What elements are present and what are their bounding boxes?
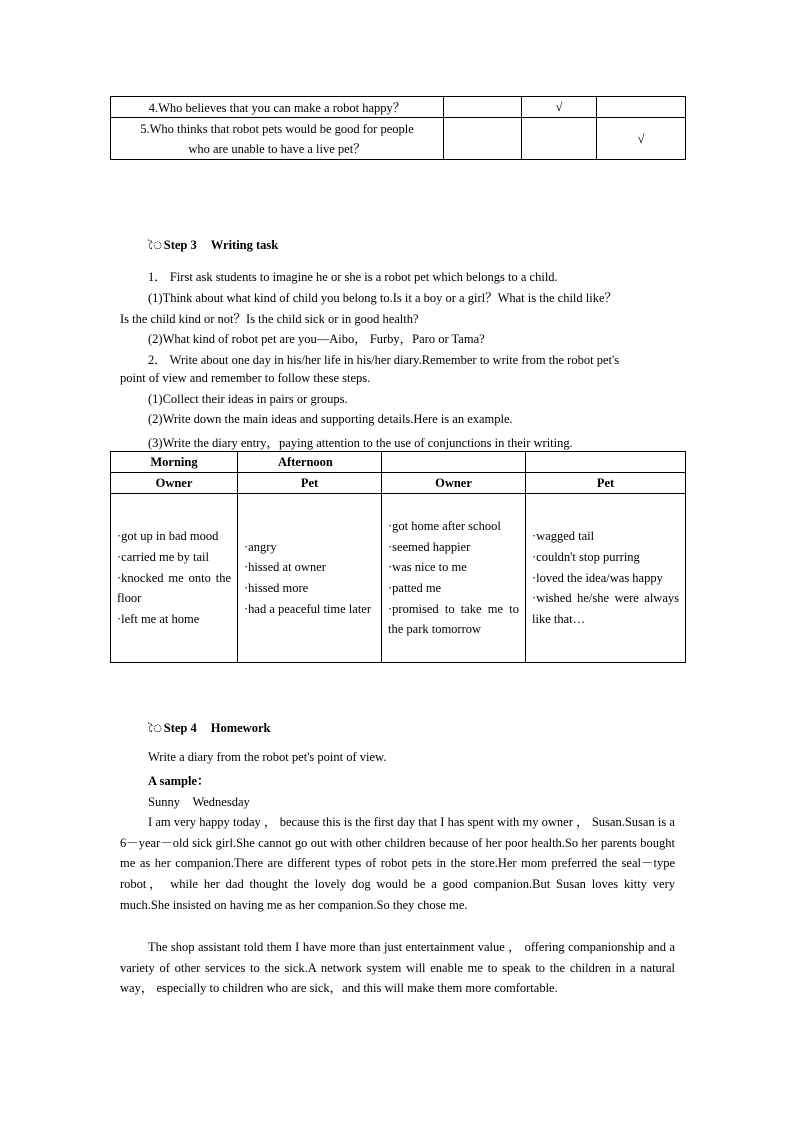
- survey-table: [110, 96, 686, 160]
- header-cell: Pet: [526, 473, 686, 494]
- diary-ideas-table: [110, 451, 686, 663]
- idea-cell: [238, 494, 382, 663]
- header-cell: Pet: [238, 473, 382, 494]
- step3-line: (2)What kind of robot pet are you—Aibo， Furby，Paro or Tama?: [148, 332, 485, 346]
- table-row: [111, 473, 686, 494]
- diary-paragraph: [120, 937, 675, 999]
- list-item: ·carried me by tail: [117, 549, 209, 564]
- list-item: ·left me at home: [117, 612, 200, 627]
- list-item: ·knocked me onto the floor: [117, 570, 231, 606]
- step3-line: (2)Write down the main ideas and supporting details.Here is an example.: [148, 412, 513, 426]
- step3-label: Step 3: [163, 238, 197, 252]
- paragraph-text: The shop assistant told them I have more than just entertainment value ， offering companionship and a variety of other services to the sick.A network system will enable me to speak to the children in a natural way， especially to children who are sick，and this will make them more comfortable.: [120, 940, 675, 996]
- header-cell: Owner: [111, 473, 238, 494]
- question-cell: 4.Who believes that you can make a robot happy？: [111, 97, 444, 118]
- sample-label: A sample：: [148, 774, 210, 788]
- step3-line: point of view and remember to follow these steps.: [120, 371, 371, 385]
- step4-label: Step 4: [163, 721, 197, 735]
- list-item: ·patted me: [388, 581, 442, 595]
- question-line: who are unable to have a live pet？: [188, 141, 366, 156]
- list-item: ·couldn't stop purring: [532, 549, 640, 564]
- list-item: ·angry: [244, 539, 277, 554]
- table-row: [111, 452, 686, 473]
- header-cell: Morning: [111, 452, 238, 473]
- question-cell: [111, 118, 444, 160]
- step3-title: Writing task: [210, 238, 279, 252]
- step3-line: (1)Think about what kind of child you belong to.Is it a boy or a girl？What is the child like？: [148, 291, 618, 305]
- step3-line: (1)Collect their ideas in pairs or groups.: [148, 392, 348, 406]
- idea-cell: [111, 494, 238, 663]
- list-item: ·hissed more: [244, 581, 309, 595]
- homework-instruction: Write a diary from the robot pet's point of view.: [148, 750, 387, 764]
- list-item: ·got up in bad mood: [117, 529, 219, 544]
- idea-cell: [526, 494, 686, 663]
- table-row: [111, 97, 686, 118]
- answer-cell: [444, 118, 522, 160]
- answer-cell: [444, 97, 522, 118]
- question-line: 5.Who thinks that robot pets would be good for people: [140, 121, 414, 136]
- header-cell: Owner: [382, 473, 526, 494]
- list-item: ·seemed happier: [388, 539, 471, 554]
- step4-title: Homework: [210, 721, 271, 735]
- step3-heading: [148, 237, 278, 256]
- header-cell: [526, 452, 686, 473]
- list-item: ·loved the idea/was happy: [532, 570, 663, 585]
- header-cell: Afternoon: [238, 452, 382, 473]
- table-row: [111, 494, 686, 663]
- answer-cell: √: [597, 118, 686, 160]
- list-item: ·was nice to me: [388, 560, 467, 575]
- list-item: ·promised to take me to the park tomorrow: [388, 601, 519, 637]
- header-cell: [382, 452, 526, 473]
- list-item: ·wagged tail: [532, 529, 595, 544]
- list-item: ·had a peaceful time later: [244, 601, 372, 616]
- list-item: ·wished he/she were always like that…: [532, 591, 679, 627]
- paragraph-text: I am very happy today ， because this is the first day that I has spent with my owner ， Susan.Susan is a 6－year－old sick girl.She cannot go out with other children because of her poor health.So her parents bought me as her companion.There are different types of robot pets in the store.Her mom preferred the seal－type robot， while her dad thought the lovely dog would be a good companion.But Susan loves kitty very much.She insisted on having me as her companion.So they chose me.: [120, 815, 675, 912]
- answer-cell: [597, 97, 686, 118]
- list-item: ·hissed at owner: [244, 560, 326, 575]
- table-row: [111, 118, 686, 160]
- list-item: ·got home after school: [388, 518, 501, 533]
- idea-cell: [382, 494, 526, 663]
- bullet-mark-icon: ৈ: [148, 723, 163, 735]
- step3-line: Is the child kind or not？Is the child sick or in good health?: [120, 312, 419, 326]
- step4-heading: [148, 720, 270, 739]
- diary-paragraph: [120, 812, 675, 916]
- answer-cell: [522, 118, 597, 160]
- step3-line: 2． Write about one day in his/her life in his/her diary.Remember to write from the robot pet's: [148, 353, 620, 367]
- answer-cell: √: [522, 97, 597, 118]
- step3-line: (3)Write the diary entry，paying attention to the use of conjunctions in their writing.: [148, 436, 573, 450]
- step3-line: 1． First ask students to imagine he or she is a robot pet which belongs to a child.: [148, 270, 558, 284]
- diary-date-line: Sunny Wednesday: [148, 795, 250, 809]
- bullet-mark-icon: ৈ: [148, 240, 163, 252]
